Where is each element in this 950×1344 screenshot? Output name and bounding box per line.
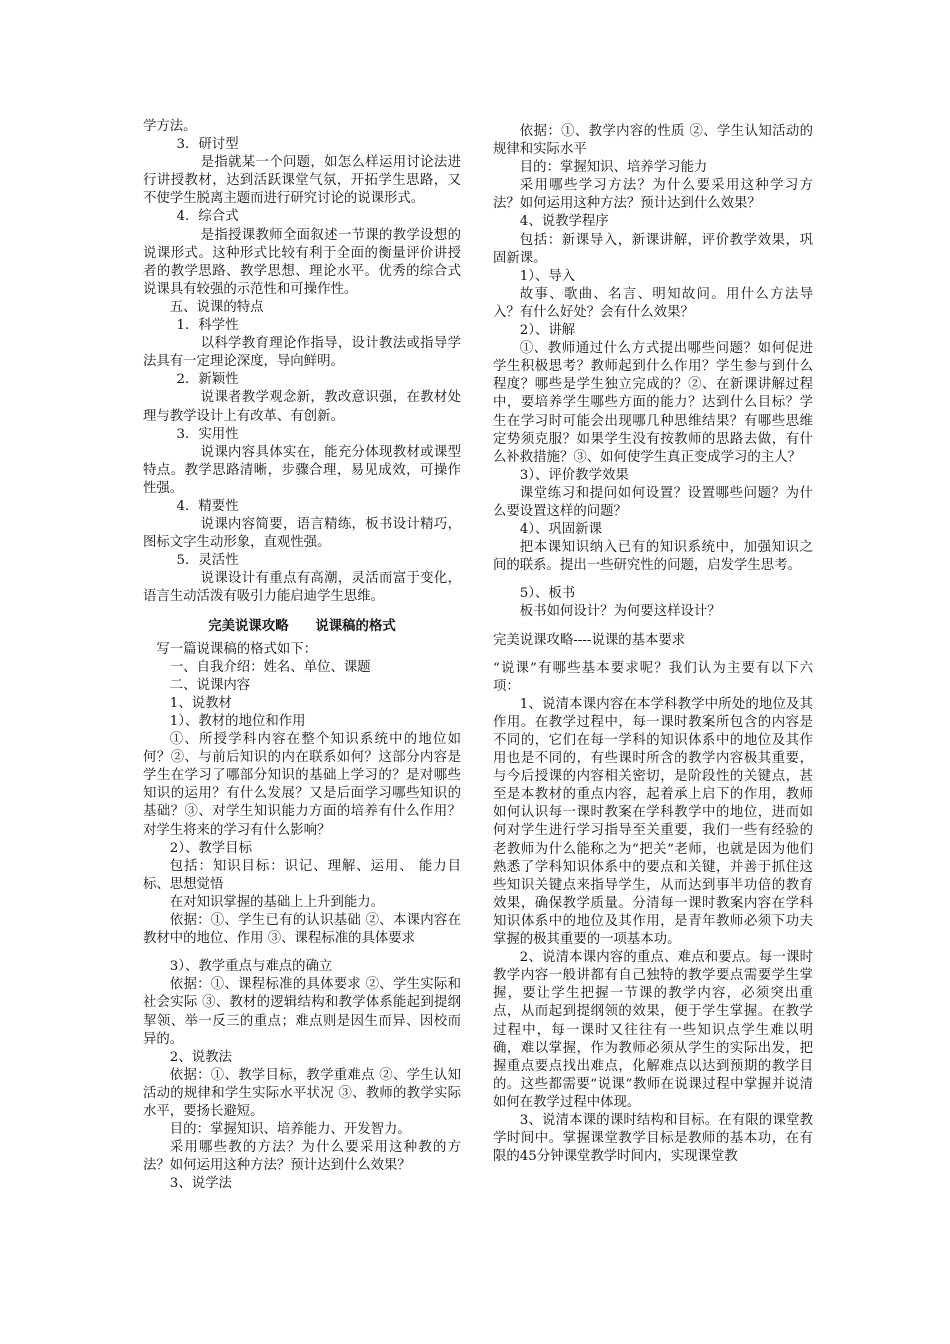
right-paragraph: 1、说清本课内容在本学科教学中所处的地位及其作用。在教学过程中，每一课时教案所包含的内容是不同的，它们在每一学科的知识体系中的地位及其作用也是不同的，有些课时所含的教学内容极其重要，与今后授课的内容相关密切，是阶段性的关键点，甚至是本教材的重点内容，起着承上启下的作用，教师如何认识每一课时教案在学科教学中的地位，进而如何对学生进行学习指导至关重要，我们一些有经验的老教师为什么能称之为“把关”老师，也就是因为他们熟悉了学科知识体系中的要点和关键，并善于抓住这些知识关键点来指导学生，从而达到事半功倍的教育效果，确保教学质量。分清每一课时教案内容在学科知识体系中的地位及其作用，是青年教师必须下功夫掌握的极其重要的一项基本功。 — [493, 696, 813, 948]
right-paragraph: 把本课知识纳入已有的知识系统中，加强知识之间的联系。提出一些研究性的问题，启发学生思考。 — [493, 540, 813, 574]
left-paragraph: 依据：①、学生已有的认识基础 ②、本课内容在教材中的地位、作用 ③、课程标准的具体要求 — [143, 913, 461, 947]
left-paragraph: ①、所授学科内容在整个知识系统中的地位如何？②、与前后知识的内在联系如何？这部分内容是学生在学习了哪部分知识的基础上学习的？是对哪些知识的运用？有什么发展？又是后面学习哪些知识的基础？③、对学生知识能力方面的培养有什么作用？对学生将来的学习有什么影响？ — [143, 732, 461, 838]
right-paragraph: 包括：新课导入，新课讲解，评价教学效果，巩固新课。 — [493, 232, 813, 266]
left-paragraph: 依据：①、教学目标，教学重难点 ②、学生认知活动的规律和学生实际水平状况 ③、教师的教学实际水平，要扬长避短。 — [143, 1067, 461, 1119]
right-paragraph: 故事、歌曲、名言、明知故问。用什么方法导入？有什么好处？会有什么效果？ — [493, 286, 813, 320]
left-paragraph: 5．灵活性 — [176, 553, 239, 569]
right-paragraph: 5）、板书 — [519, 586, 576, 602]
left-paragraph: 完美说课攻略 说课稿的格式 — [208, 617, 396, 634]
left-paragraph: 说课设计有重点有高潮，灵活而富于变化，语言生动活泼有吸引力能启迪学生思维。 — [143, 571, 461, 605]
right-paragraph: “说课”有哪些基本要求呢？我们认为主要有以下六项： — [493, 660, 813, 694]
left-paragraph: 在对知识掌握的基础上上升到能力。 — [169, 894, 385, 910]
left-paragraph: 说课内容简要，语言精练，板书设计精巧，图标文字生动形象，直观性强。 — [143, 517, 461, 551]
left-paragraph: 五、说课的特点 — [169, 299, 264, 315]
left-paragraph: 2．新颖性 — [176, 372, 239, 388]
right-paragraph: ①、教师通过什么方式提出哪些问题？如何促进学生积极思考？教师起到什么作用？学生参与到什么程度？哪些是学生独立完成的？②、在新课讲解过程中，要培养学生哪些方面的能力？达到什么目标？学生在学习时可能会出现哪几种思维结果？有哪些思维定势须克服？如果学生没有按教师的思路去做，有什么补救措施？③、如何使学生真正变成学习的主人？ — [493, 341, 813, 465]
right-paragraph: 2、说清本课内容的重点、难点和要点。每一课时教学内容一般讲都有自己独特的教学要点需要学生掌握，要让学生把握一节课的教学内容，必须突出重点，从而起到提纲领的效果，便于学生掌握。在教学过程中，每一课时又往往有一些知识点学生难以明确，难以掌握，作为教师必须从学生的实际出发，把握重点要点找出难点，化解难点以达到预期的教学目的。这些都需要“说课”教师在说课过程中掌握并说清如何在教学过程中体现。 — [493, 950, 813, 1110]
left-paragraph: 是指就某一个问题，如怎么样运用讨论法进行讲授教材，达到活跃课堂气氛，开拓学生思路，又不使学生脱离主题而进行研究讨论的说课形式。 — [143, 155, 461, 207]
right-paragraph: 板书如何设计？为何要这样设计？ — [519, 604, 721, 620]
right-paragraph: 2）、讲解 — [519, 323, 576, 339]
left-paragraph: 3．研讨型 — [176, 137, 239, 153]
right-column — [493, 123, 813, 1166]
right-paragraph: 课堂练习和提问如何设置？设置哪些问题？为什么要设置这样的问题？ — [493, 485, 813, 519]
right-paragraph: 完美说课攻略----说课的基本要求 — [493, 632, 686, 648]
left-paragraph: 包括：知识目标：识记、理解、运用、 能力目标、思想觉悟 — [143, 858, 461, 892]
left-paragraph: 二、说课内容 — [169, 677, 251, 693]
left-paragraph: 采用哪些教的方法？为什么要采用这种教的方法？如何运用这种方法？预计达到什么效果？ — [143, 1140, 461, 1174]
left-paragraph: 学方法。 — [143, 119, 197, 134]
left-paragraph: 3．实用性 — [176, 426, 239, 442]
left-paragraph: 一、自我介绍：姓名、单位、课题 — [169, 659, 371, 675]
left-paragraph: 目的：掌握知识、培养能力、开发智力。 — [169, 1122, 411, 1138]
left-paragraph: 4．精要性 — [176, 498, 239, 514]
left-paragraph: 3、说学法 — [169, 1176, 232, 1192]
right-paragraph: 4）、巩固新课 — [519, 522, 602, 538]
left-paragraph: 是指授课教师全面叙述一节课的教学设想的说课形式。这种形式比较有利于全面的衡量评价讲授者的教学思路、教学思想、理论水平。优秀的综合式说课具有较强的示范性和可操作性。 — [143, 227, 461, 297]
right-paragraph: 3、说清本课的课时结构和目标。在有限的课堂教学时间中。掌握课堂教学目标是教师的基本功，在有限的45分钟课堂教学时间内，实现课堂教 — [493, 1112, 813, 1165]
right-paragraph: 4、说教学程序 — [519, 214, 609, 230]
left-paragraph: 1）、教材的地位和作用 — [169, 714, 306, 729]
left-paragraph: 1、说教材 — [169, 695, 232, 711]
right-paragraph: 采用哪些学习方法？为什么要采用这种学习方法？如何运用这种方法？预计达到什么效果？ — [493, 178, 813, 212]
left-paragraph: 依据：①、课程标准的具体要求 ②、学生实际和社会实际 ③、教材的逻辑结构和教学体系能起到提纲挈领、举一反三的重点；难点则是因生而异、因校而异的。 — [143, 977, 461, 1047]
left-paragraph: 说课者教学观念新，教改意识强，在教材处理与教学设计上有改革、有创新。 — [143, 390, 461, 424]
left-paragraph: 说课内容具体实在，能充分体现教材或课型特点。教学思路清晰，步骤合理，易见成效，可操作性强。 — [143, 444, 461, 496]
right-paragraph: 依据：①、教学内容的性质 ②、学生认知活动的规律和实际水平 — [493, 124, 813, 158]
left-column — [143, 118, 461, 1193]
left-paragraph: 2）、教学目标 — [169, 840, 252, 856]
left-paragraph: 3）、教学重点与难点的确立 — [169, 959, 333, 975]
left-paragraph: 以科学教育理论作指导，设计教法或指导学法具有一定理论深度，导向鲜明。 — [143, 336, 461, 370]
left-paragraph: 1．科学性 — [176, 318, 239, 334]
right-paragraph: 目的：掌握知识、培养学习能力 — [519, 160, 708, 176]
left-paragraph: 2、说教法 — [169, 1049, 232, 1065]
left-paragraph: 写一篇说课稿的格式如下： — [156, 641, 318, 657]
left-paragraph: 4．综合式 — [176, 209, 239, 225]
right-paragraph: 1）、导入 — [519, 268, 576, 284]
right-paragraph: 3）、评价教学效果 — [519, 467, 629, 483]
